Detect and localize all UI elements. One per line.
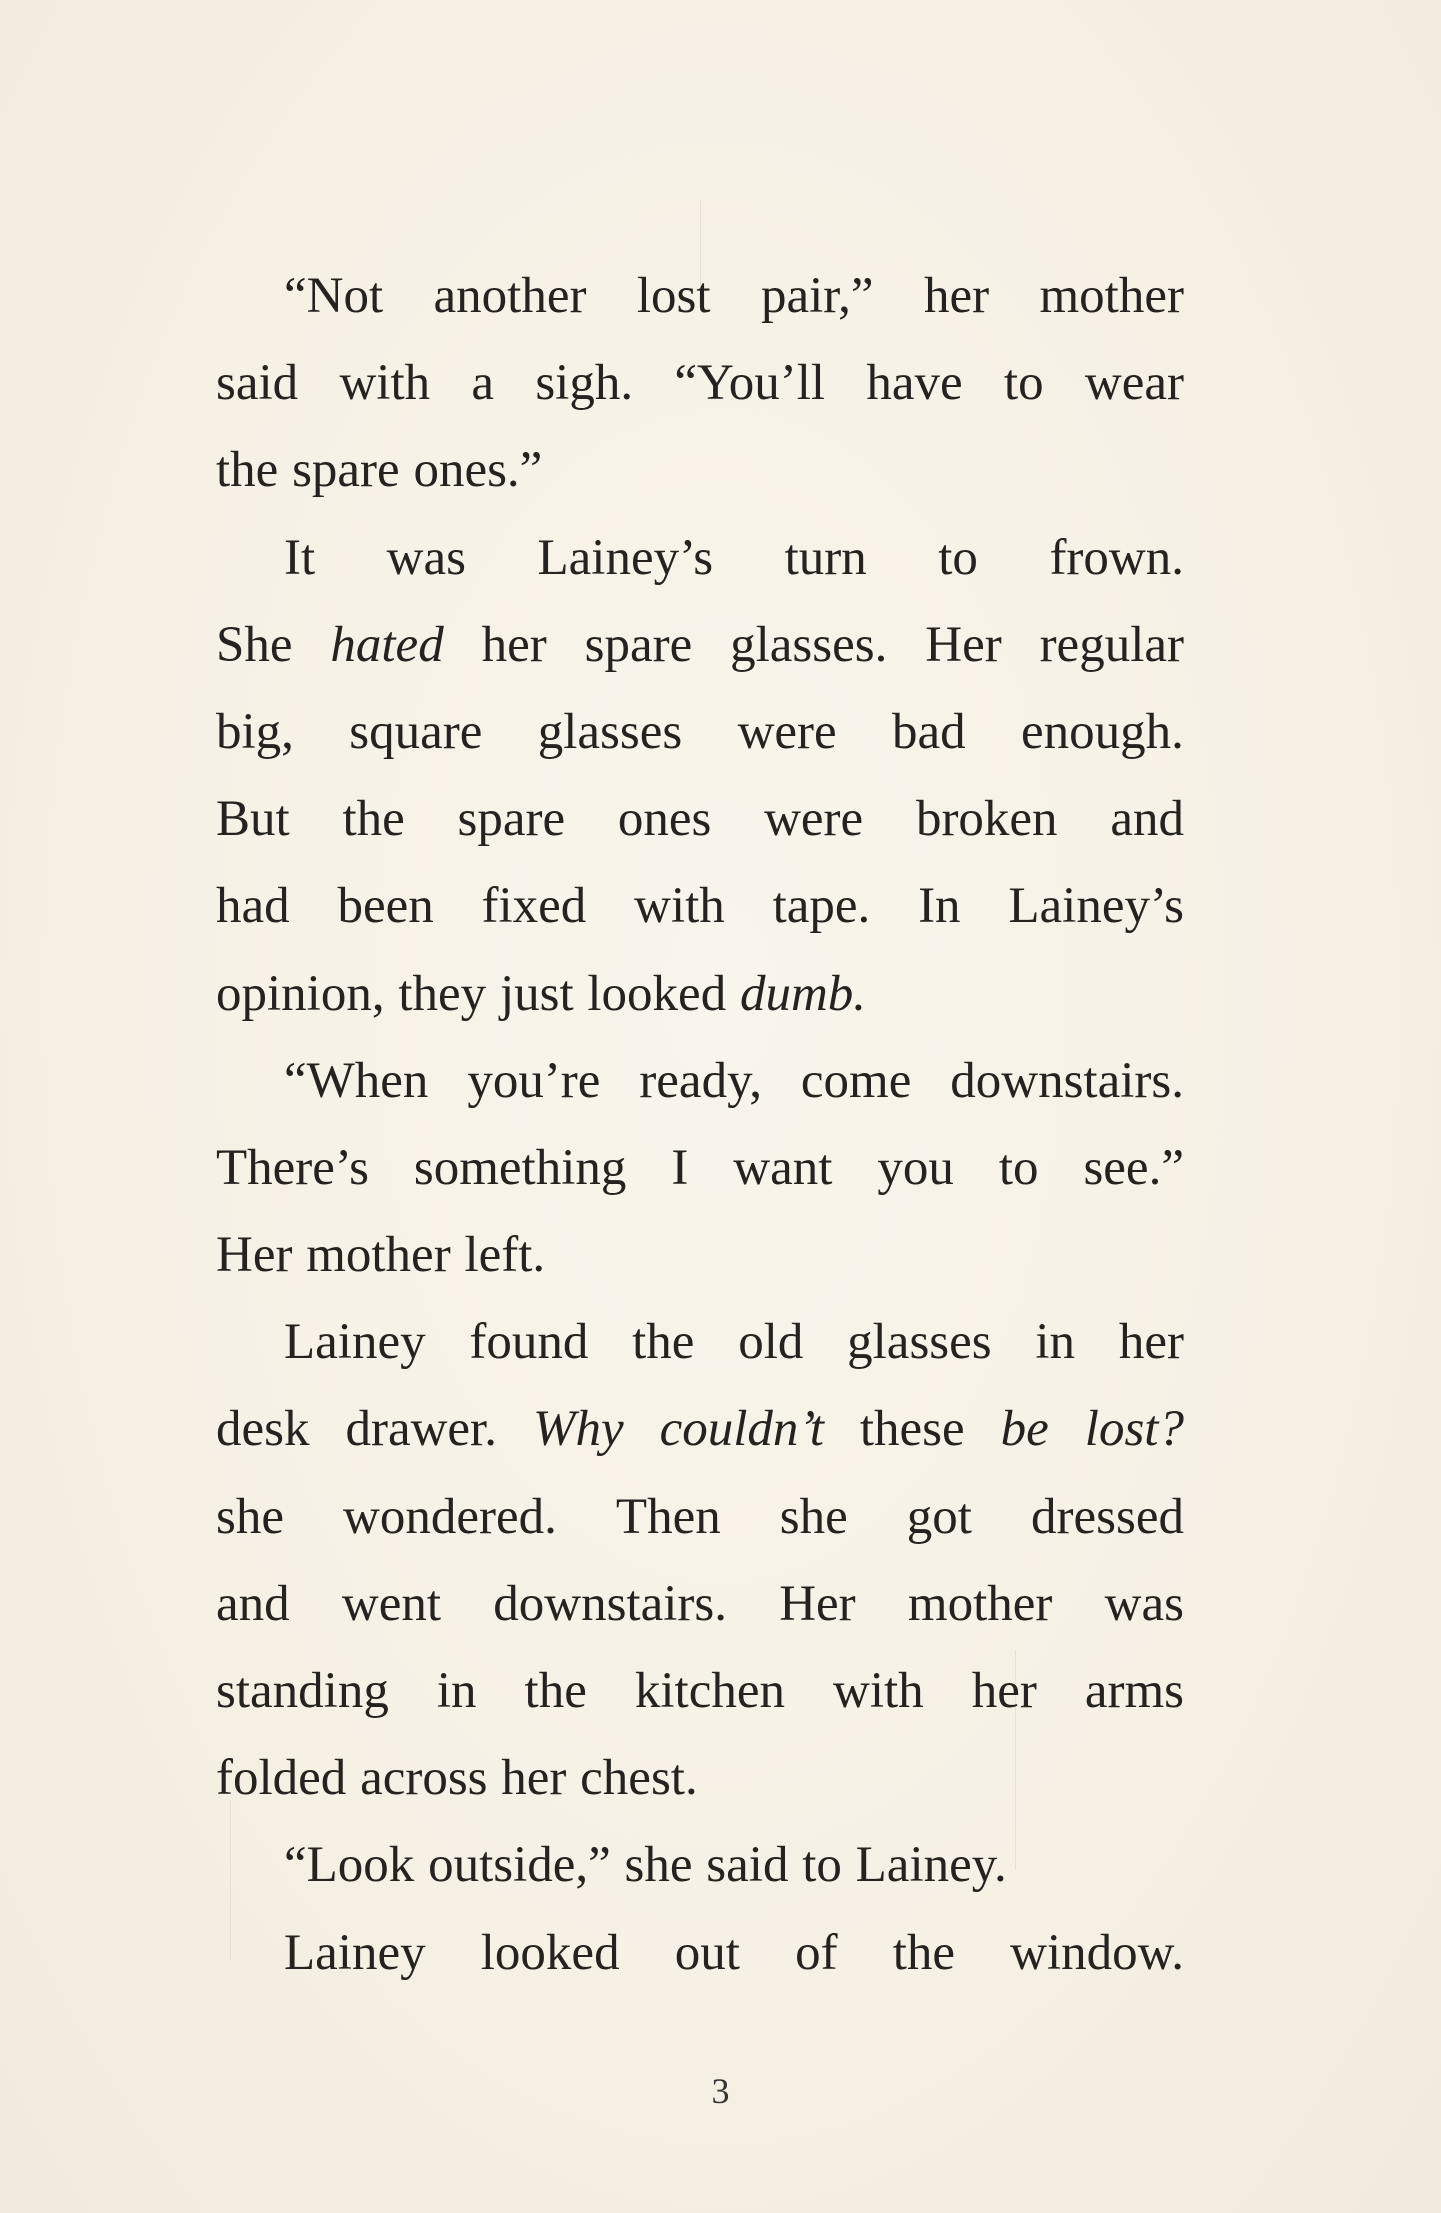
word: old — [738, 1314, 804, 1371]
italic-word: couldn’t — [659, 1401, 824, 1458]
italic-word: lost? — [1084, 1401, 1184, 1458]
word: want — [733, 1139, 833, 1196]
word: in — [1035, 1314, 1076, 1371]
text-line — [216, 863, 1184, 950]
word: standing — [216, 1663, 389, 1719]
text-line — [216, 253, 1184, 340]
word: the — [524, 1663, 587, 1719]
word: in — [436, 1663, 477, 1719]
word: mother — [306, 1227, 451, 1284]
word: Then — [615, 1488, 721, 1545]
word: glasses — [537, 703, 683, 760]
word: her — [971, 1663, 1037, 1719]
word: ready, — [639, 1052, 763, 1109]
word: the — [342, 791, 405, 848]
word: she — [216, 1488, 284, 1545]
text-line — [216, 689, 1184, 776]
text-line — [216, 1386, 1184, 1473]
word: big, — [216, 703, 294, 760]
word: out — [674, 1924, 740, 1981]
word: to — [998, 1139, 1039, 1196]
italic-word: Why — [532, 1401, 624, 1458]
text-line — [216, 1038, 1184, 1125]
word: with — [634, 878, 725, 935]
word: broken — [915, 791, 1058, 848]
word: In — [918, 878, 961, 935]
word: left. — [464, 1227, 546, 1284]
word: went — [341, 1575, 442, 1632]
word: her — [501, 1750, 567, 1807]
word: have — [866, 355, 963, 412]
word: of — [795, 1924, 838, 1981]
word: downstairs. — [493, 1575, 727, 1632]
word: looked — [587, 965, 727, 1022]
word: folded — [216, 1750, 347, 1807]
word: with — [833, 1663, 924, 1719]
word: her — [481, 616, 547, 673]
word: a — [471, 355, 495, 412]
text-line — [216, 1735, 1184, 1822]
text-line — [216, 1212, 1184, 1299]
word: “You’ll — [674, 355, 826, 412]
word: chest. — [580, 1750, 698, 1807]
word: “Not — [284, 268, 384, 324]
word: “Look — [284, 1837, 415, 1894]
word: Lainey’s — [537, 529, 714, 586]
word: ones — [617, 791, 712, 848]
word: her — [923, 268, 990, 324]
word: come — [800, 1052, 912, 1109]
word: was — [1104, 1575, 1184, 1632]
word: you’re — [467, 1052, 601, 1109]
word: mother — [1039, 268, 1184, 324]
word: to — [1003, 355, 1044, 412]
word: was — [386, 529, 466, 586]
word: just — [499, 965, 574, 1022]
text-line — [216, 1474, 1184, 1561]
word: arms — [1084, 1663, 1184, 1719]
text-line — [216, 602, 1184, 689]
word: lost — [636, 268, 711, 324]
word: tape. — [772, 878, 871, 935]
word: outside,” — [428, 1837, 611, 1894]
word: desk — [216, 1401, 310, 1458]
word: kitchen — [634, 1663, 785, 1719]
paragraph — [216, 253, 1184, 515]
word: There’s — [216, 1139, 369, 1196]
italic-word: hated — [330, 616, 444, 673]
word: were — [764, 791, 864, 848]
word: frown. — [1049, 529, 1184, 586]
word: you — [877, 1139, 954, 1196]
word: window. — [1010, 1924, 1184, 1981]
word: fixed — [481, 878, 587, 935]
word: said — [706, 1837, 789, 1894]
paragraph — [216, 1822, 1184, 1909]
paragraph — [216, 515, 1184, 1038]
word: she — [779, 1488, 848, 1545]
word: see.” — [1083, 1139, 1184, 1196]
paragraph — [216, 1038, 1184, 1300]
word: enough. — [1021, 703, 1184, 760]
word: drawer. — [345, 1401, 497, 1458]
body-text — [216, 253, 1184, 1997]
word: square — [349, 703, 483, 760]
word: the — [632, 1314, 695, 1371]
word: regular — [1039, 616, 1184, 673]
word: the — [216, 442, 279, 499]
text-line — [216, 1561, 1184, 1648]
word: ones.” — [413, 442, 543, 499]
word: got — [906, 1488, 972, 1545]
text-line — [216, 1125, 1184, 1212]
word: found — [469, 1314, 589, 1371]
text-line — [216, 776, 1184, 863]
word: another — [433, 268, 587, 324]
page-number: 3 — [711, 2071, 730, 2111]
word: looked — [480, 1924, 620, 1981]
word: spare — [457, 791, 566, 848]
word: “When — [284, 1052, 429, 1109]
word: these — [859, 1401, 965, 1458]
word: bad — [892, 703, 966, 760]
word: Lainey — [284, 1924, 426, 1981]
word: something — [413, 1139, 627, 1196]
word: But — [216, 791, 290, 848]
word: dressed — [1031, 1488, 1184, 1545]
word: they — [398, 965, 487, 1022]
word: downstairs. — [950, 1052, 1184, 1109]
word: spare — [584, 616, 693, 673]
word: and — [1110, 791, 1184, 848]
word: and — [216, 1575, 290, 1632]
text-line — [216, 1299, 1184, 1386]
word: Her — [216, 1227, 293, 1284]
text-line — [216, 515, 1184, 602]
word: with — [339, 355, 431, 412]
text-line — [216, 1822, 1184, 1909]
word: her — [1118, 1314, 1184, 1371]
word: glasses — [847, 1314, 992, 1371]
text-line — [216, 951, 1184, 1038]
word: across — [360, 1750, 488, 1807]
word: sigh. — [535, 355, 634, 412]
word: been — [337, 878, 434, 935]
word: the — [892, 1924, 956, 1981]
word: pair,” — [760, 268, 874, 324]
word: wear — [1084, 355, 1184, 412]
word: Her — [925, 616, 1002, 673]
word: Her — [779, 1575, 856, 1632]
italic-word: dumb. — [739, 965, 867, 1022]
word: Lainey — [284, 1314, 426, 1371]
word: mother — [907, 1575, 1053, 1632]
word: said — [216, 355, 299, 412]
italic-word: be — [1000, 1401, 1049, 1458]
word: to — [802, 1837, 842, 1894]
word: spare — [292, 442, 400, 499]
word: had — [216, 878, 290, 935]
word: glasses. — [730, 616, 888, 673]
word: she — [624, 1837, 693, 1894]
word: opinion, — [216, 965, 385, 1022]
word: to — [938, 529, 978, 586]
word: She — [216, 616, 293, 673]
word: Lainey’s — [1008, 878, 1184, 935]
word: It — [284, 529, 316, 586]
text-line — [216, 1910, 1184, 1997]
word: turn — [784, 529, 867, 586]
word: Lainey. — [855, 1837, 1007, 1894]
paragraph — [216, 1299, 1184, 1822]
word: were — [737, 703, 837, 760]
paragraph — [216, 1910, 1184, 1997]
text-line — [216, 340, 1184, 427]
word: wondered. — [343, 1488, 557, 1545]
word: I — [671, 1139, 689, 1196]
text-line — [216, 1648, 1184, 1735]
text-line — [216, 427, 1184, 514]
